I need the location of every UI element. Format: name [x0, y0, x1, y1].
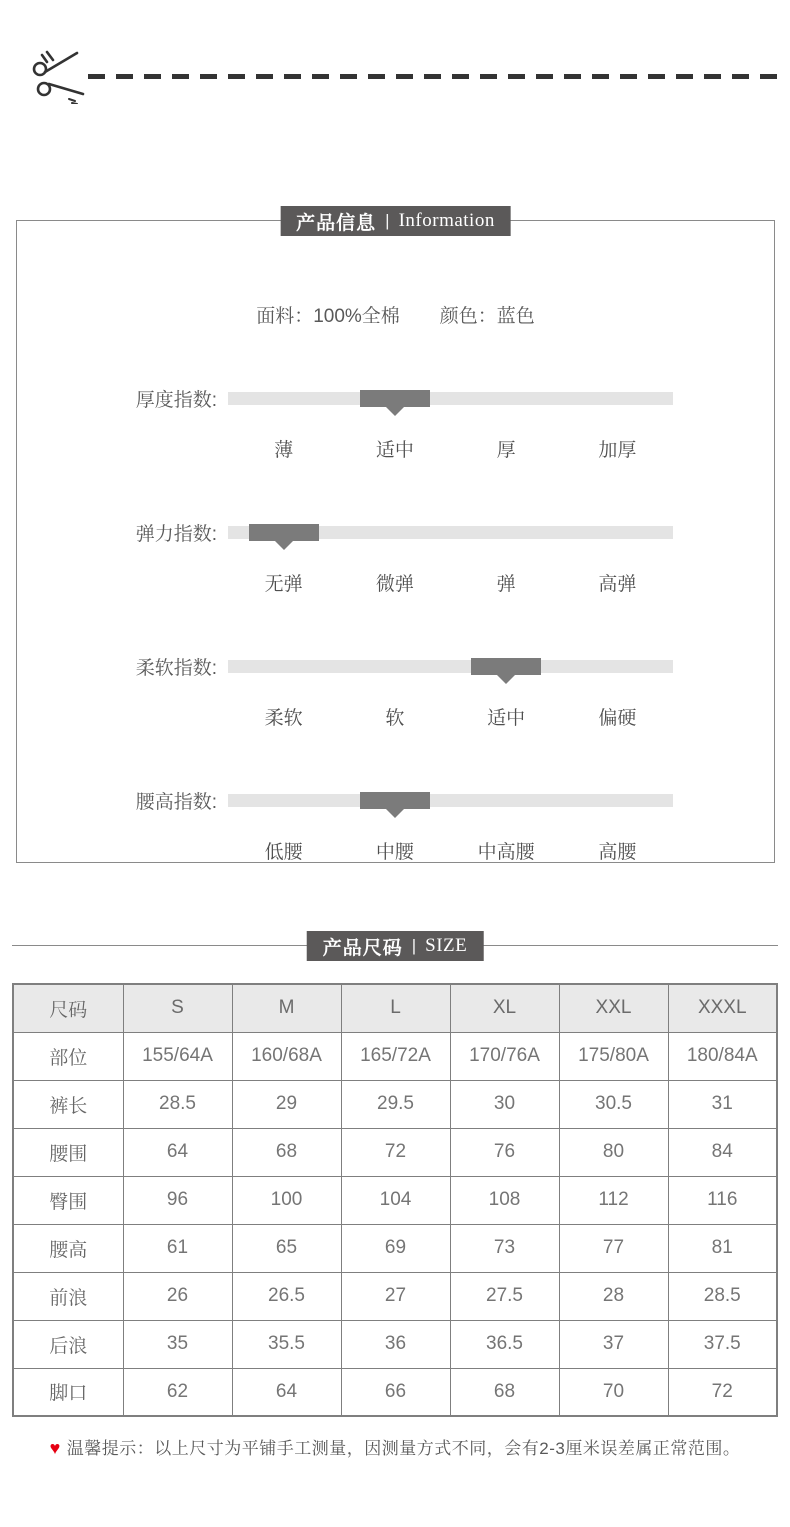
slider-softness [17, 653, 774, 730]
table-cell: 29 [232, 1080, 341, 1128]
info-badge-title-cn: 产品信息 [296, 212, 377, 234]
slider-option: 高腰 [598, 842, 637, 863]
table-row [13, 1032, 777, 1080]
table-cell: 27 [341, 1272, 450, 1320]
slider-option: 适中 [375, 440, 414, 461]
color-label: 颜色：蓝色 [439, 306, 535, 327]
slider-option: 软 [385, 708, 405, 729]
row-header-cell: 腰围 [13, 1128, 123, 1176]
slider-option: 适中 [487, 708, 526, 729]
table-cell: 73 [450, 1224, 559, 1272]
table-cell: 72 [341, 1128, 450, 1176]
table-cell: 66 [341, 1368, 450, 1416]
table-cell: 30 [450, 1080, 559, 1128]
slider-track [228, 392, 673, 405]
table-cell: 28.5 [668, 1272, 777, 1320]
table-cell: 160/68A [232, 1032, 341, 1080]
scissors-icon [28, 46, 94, 104]
table-cell: 36.5 [450, 1320, 559, 1368]
slider-elasticity [17, 519, 774, 596]
slider-track [228, 794, 673, 807]
marker-pointer-icon [386, 809, 404, 818]
row-header-cell: 腰高 [13, 1224, 123, 1272]
table-cell: 100 [232, 1176, 341, 1224]
slider-option: 偏硬 [598, 708, 637, 729]
fabric-color-row [17, 221, 774, 328]
info-section-badge [280, 206, 511, 236]
table-cell: 31 [668, 1080, 777, 1128]
badge-divider: | [411, 936, 417, 955]
slider-label: 弹力指数: [135, 524, 217, 545]
table-header-row [13, 984, 777, 1032]
table-cell: 180/84A [668, 1032, 777, 1080]
table-cell: 76 [450, 1128, 559, 1176]
table-cell: 35.5 [232, 1320, 341, 1368]
row-header-cell: 部位 [13, 1032, 123, 1080]
table-cell: 30.5 [559, 1080, 668, 1128]
column-header: L [341, 984, 450, 1032]
marker-pointer-icon [275, 541, 293, 550]
row-header-cell: 后浪 [13, 1320, 123, 1368]
dashed-cut-line [88, 74, 780, 79]
table-cell: 96 [123, 1176, 232, 1224]
size-table [12, 983, 778, 1417]
column-header: M [232, 984, 341, 1032]
table-cell: 104 [341, 1176, 450, 1224]
slider-option: 厚 [496, 440, 516, 461]
table-cell: 26.5 [232, 1272, 341, 1320]
size-badge-title-cn: 产品尺码 [322, 937, 403, 959]
slider-option: 中高腰 [477, 842, 535, 863]
table-cell: 27.5 [450, 1272, 559, 1320]
table-cell: 112 [559, 1176, 668, 1224]
table-cell: 116 [668, 1176, 777, 1224]
slider-option: 中腰 [375, 842, 414, 863]
table-cell: 77 [559, 1224, 668, 1272]
table-cell: 36 [341, 1320, 450, 1368]
table-cell: 62 [123, 1368, 232, 1416]
table-cell: 37 [559, 1320, 668, 1368]
table-cell: 70 [559, 1368, 668, 1416]
slider-label: 柔软指数: [135, 658, 217, 679]
slider-waist-height [17, 787, 774, 864]
table-cell: 170/76A [450, 1032, 559, 1080]
row-header-cell: 前浪 [13, 1272, 123, 1320]
column-header: XL [450, 984, 559, 1032]
table-cell: 175/80A [559, 1032, 668, 1080]
slider-option: 薄 [274, 440, 294, 461]
fabric-label: 面料：100%全棉 [256, 306, 400, 327]
table-cell: 68 [232, 1128, 341, 1176]
measurement-note [0, 1434, 790, 1459]
size-section-header [0, 931, 790, 961]
slider-label: 厚度指数: [135, 390, 217, 411]
table-cell: 108 [450, 1176, 559, 1224]
table-cell: 64 [123, 1128, 232, 1176]
slider-label: 腰高指数: [135, 792, 217, 813]
slider-marker [360, 390, 430, 407]
marker-pointer-icon [386, 407, 404, 416]
column-header: S [123, 984, 232, 1032]
table-cell: 29.5 [341, 1080, 450, 1128]
slider-option: 高弹 [598, 574, 637, 595]
table-cell: 37.5 [668, 1320, 777, 1368]
cut-line-row [28, 45, 780, 105]
table-cell: 26 [123, 1272, 232, 1320]
slider-marker [249, 524, 319, 541]
size-badge-title-en: SIZE [425, 935, 468, 956]
row-header-cell: 裤长 [13, 1080, 123, 1128]
table-cell: 165/72A [341, 1032, 450, 1080]
row-header-cell: 臀围 [13, 1176, 123, 1224]
table-cell: 28 [559, 1272, 668, 1320]
slider-marker [471, 658, 541, 675]
table-cell: 155/64A [123, 1032, 232, 1080]
product-info-section [16, 210, 775, 863]
table-cell: 61 [123, 1224, 232, 1272]
table-cell: 72 [668, 1368, 777, 1416]
slider-option: 微弹 [375, 574, 414, 595]
slider-thickness [17, 385, 774, 462]
table-cell: 68 [450, 1368, 559, 1416]
table-cell: 65 [232, 1224, 341, 1272]
table-cell: 69 [341, 1224, 450, 1272]
slider-option: 弹 [496, 574, 516, 595]
slider-option: 加厚 [598, 440, 637, 461]
table-cell: 64 [232, 1368, 341, 1416]
slider-option: 无弹 [264, 574, 303, 595]
table-cell: 81 [668, 1224, 777, 1272]
slider-option: 低腰 [264, 842, 303, 863]
table-cell: 35 [123, 1320, 232, 1368]
table-cell: 28.5 [123, 1080, 232, 1128]
badge-divider: | [385, 211, 390, 230]
slider-track [228, 660, 673, 673]
info-badge-title-en: Information [398, 210, 495, 231]
table-row [13, 1224, 777, 1272]
size-table-body [13, 1032, 777, 1416]
table-row [13, 1320, 777, 1368]
size-section-badge [307, 931, 484, 961]
column-header: 尺码 [13, 984, 123, 1032]
marker-pointer-icon [497, 675, 515, 684]
table-row [13, 1272, 777, 1320]
table-cell: 80 [559, 1128, 668, 1176]
slider-marker [360, 792, 430, 809]
table-cell: 84 [668, 1128, 777, 1176]
column-header: XXL [559, 984, 668, 1032]
note-text: 温馨提示：以上尺寸为平铺手工测量，因测量方式不同，会有2-3厘米误差属正常范围。 [66, 1439, 741, 1458]
slider-option: 柔软 [264, 708, 303, 729]
table-row [13, 1368, 777, 1416]
table-row [13, 1176, 777, 1224]
table-row [13, 1080, 777, 1128]
heart-icon: ♥ [49, 1438, 61, 1458]
table-row [13, 1128, 777, 1176]
row-header-cell: 脚口 [13, 1368, 123, 1416]
column-header: XXXL [668, 984, 777, 1032]
